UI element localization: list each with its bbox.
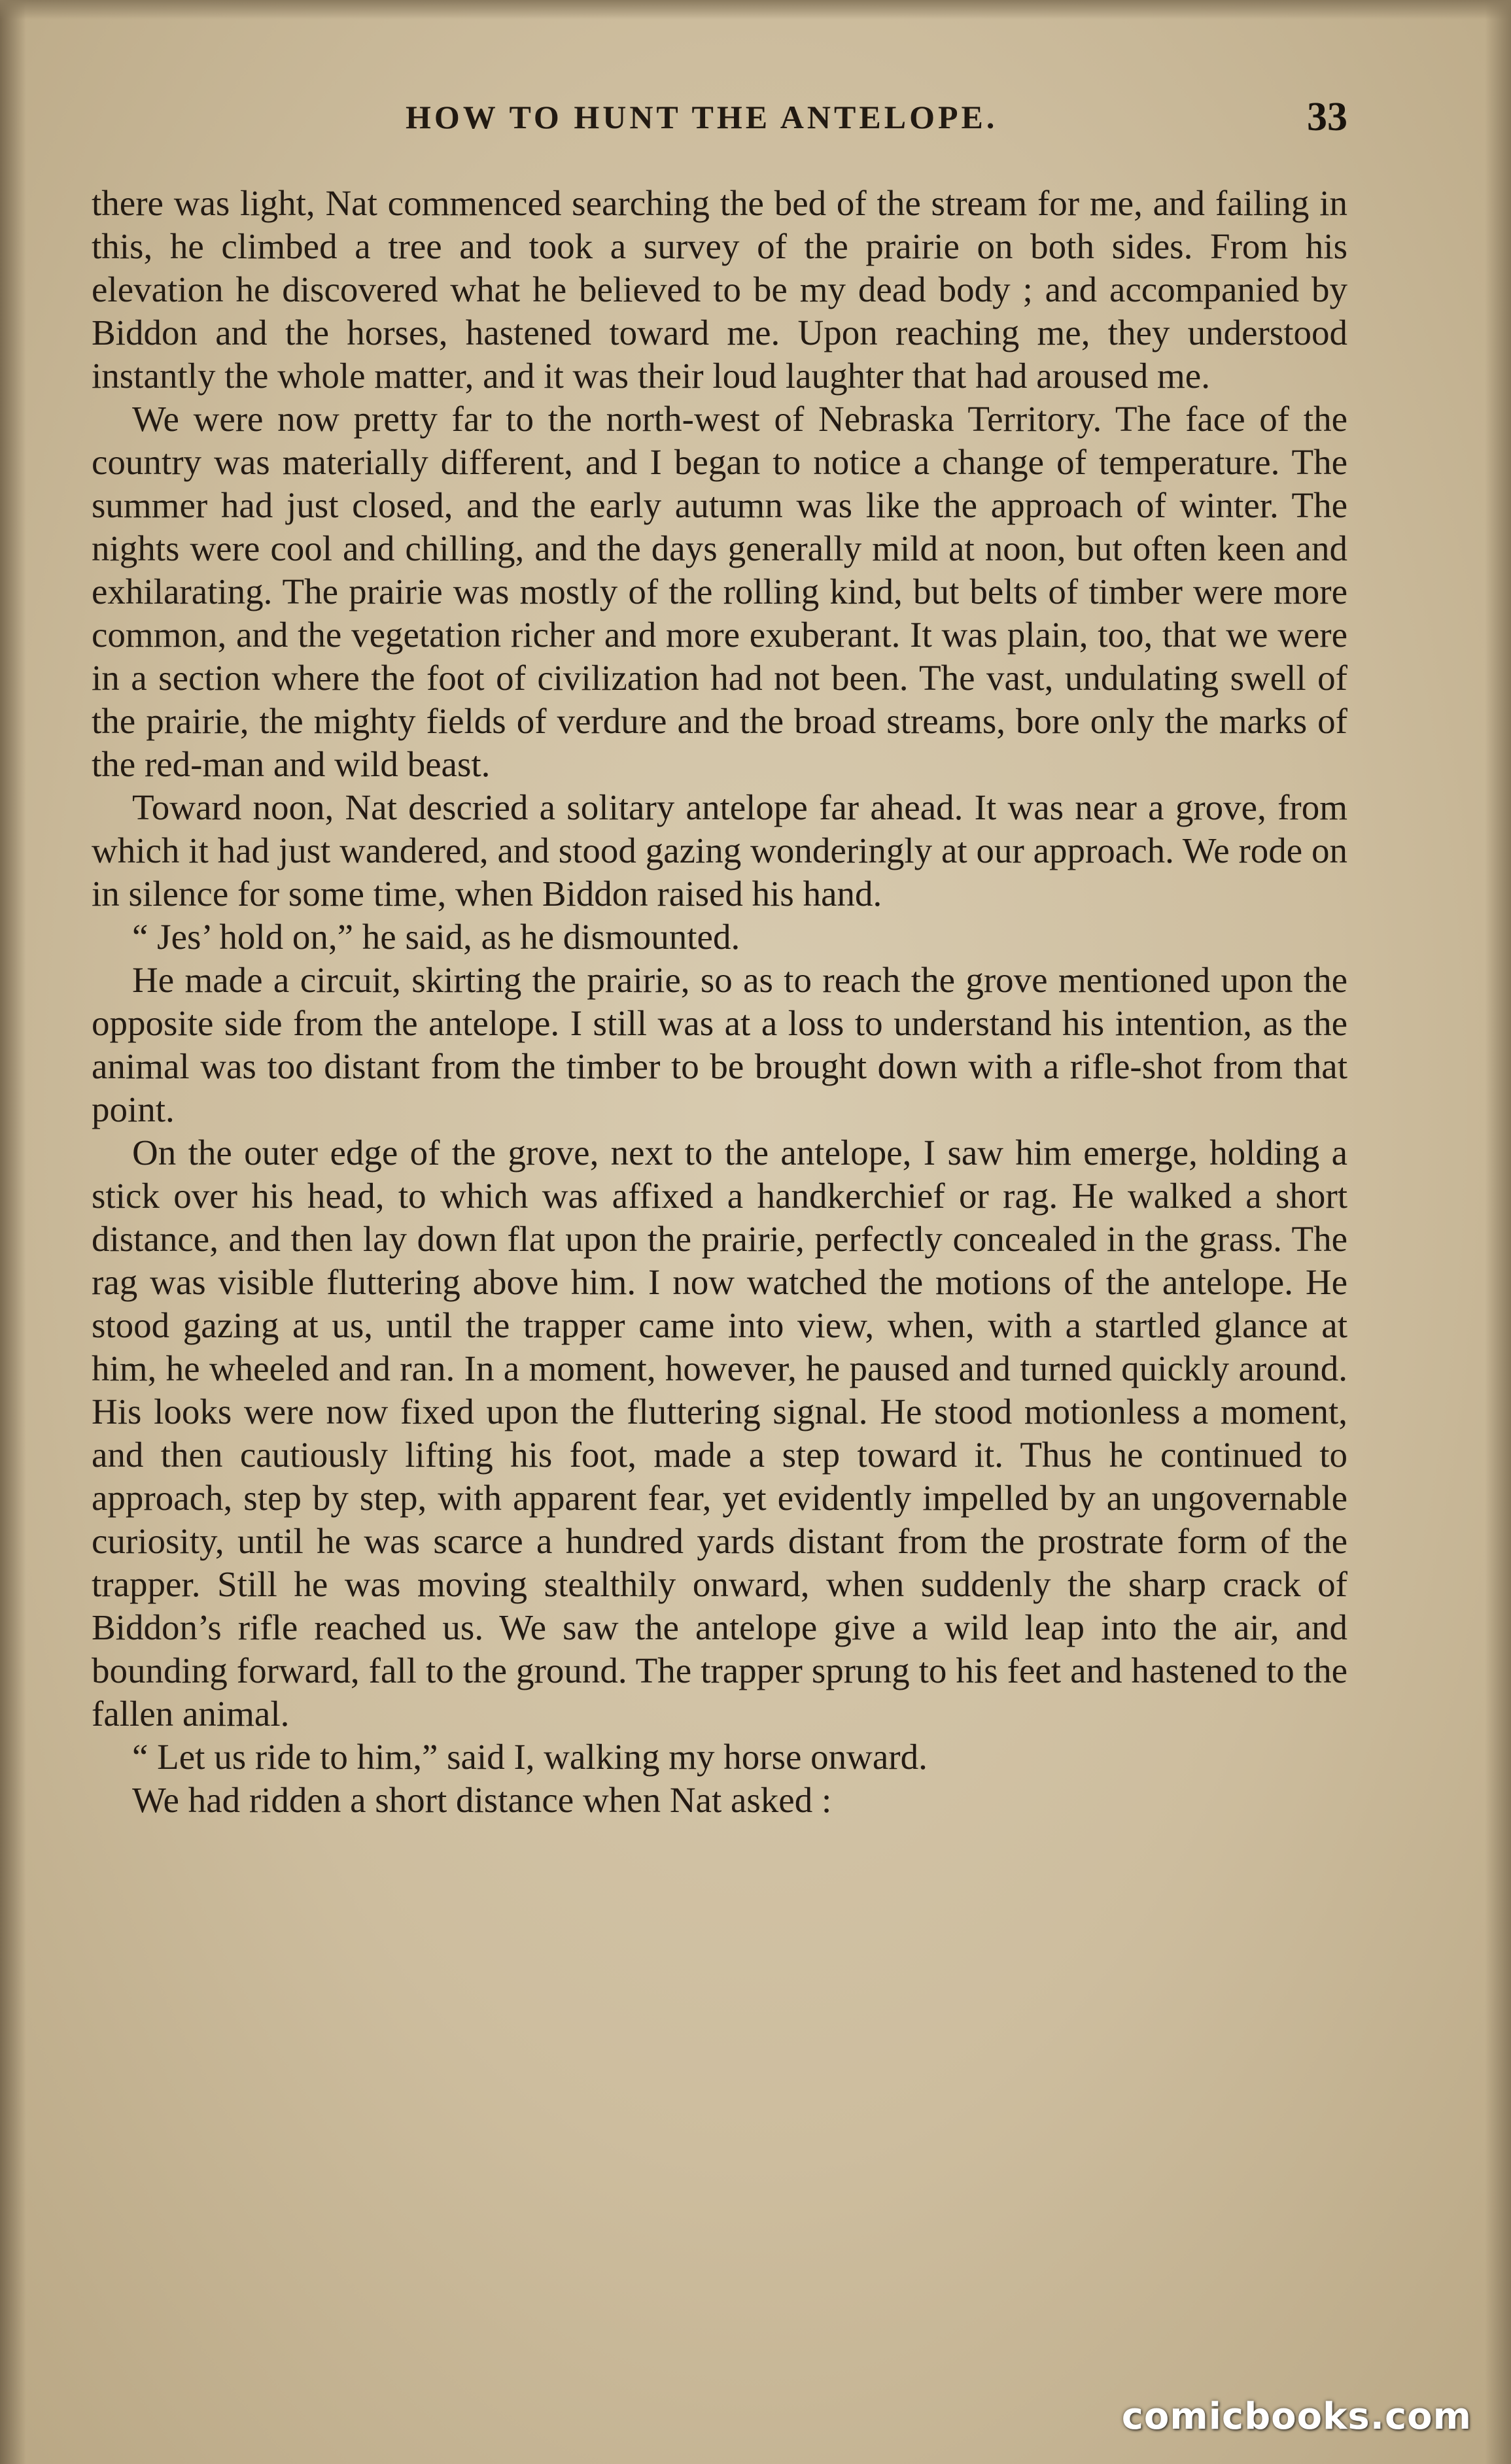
page-edge-shadow-top (0, 0, 1511, 20)
page-header (92, 95, 1347, 144)
paragraph-3: Toward noon, Nat descried a solitary antelope far ahead. It was near a grove, from which it had just wandered, and stood gazing wonderingly at our approach. We rode on in silence for some time, when Biddon raised his hand. (92, 787, 1347, 914)
paragraph-5: He made a circuit, skirting the prairie, so as to reach the grove mentioned upon the opposite side from the antelope. I still was at a loss to understand his intention, as the animal was too distant from the timber to be brought down with a rifle-shot from that point. (92, 960, 1347, 1129)
page-edge-shadow-left (0, 0, 26, 2464)
paragraph-8: We had ridden a short distance when Nat asked : (132, 1780, 832, 1820)
page-number: 33 (1307, 95, 1347, 139)
page-edge-shadow-right (1485, 0, 1511, 2464)
running-head: HOW TO HUNT THE ANTELOPE. (406, 99, 998, 135)
paragraph-4: “ Jes’ hold on,” he said, as he dismounted. (132, 917, 740, 957)
paragraph-1: there was light, Nat commenced searching the bed of the stream for me, and failing in this, he climbed a tree and took a survey of the prairie on both sides. From his elevation he discovered what he believed to be my dead body ; and accompanied by Biddon and the horses, hastened toward me. Upon reaching me, they understood instantly the whole matter, and it was their loud laughter that had aroused me. (92, 183, 1347, 396)
paragraph-7: “ Let us ride to him,” said I, walking my horse onward. (132, 1737, 928, 1777)
body-text (92, 182, 1347, 1822)
paragraph-2: We were now pretty far to the north-west of Nebraska Territory. The face of the country was materially different, and I began to notice a change of temperature. The summer had just closed, and the early autumn was like the approach of winter. The nights were cool and chilling, and the days generally mild at noon, but often keen and exhilarating. The prairie was mostly of the rolling kind, but belts of timber were more common, and the vegetation richer and more exuberant. It was plain, too, that we were in a section where the foot of civilization had not been. The vast, undulating swell of the prairie, the mighty fields of verdure and the broad streams, bore only the marks of the red-man and wild beast. (92, 399, 1347, 784)
site-watermark: comicbooks.com (1121, 2395, 1472, 2438)
paragraph-6: On the outer edge of the grove, next to the antelope, I saw him emerge, holding a stick over his head, to which was affixed a handkerchief or rag. He walked a short distance, and then lay down flat upon the prairie, perfectly concealed in the grass. The rag was visible fluttering above him. I now watched the motions of the antelope. He stood gazing at us, until the trapper came into view, when, with a startled glance at him, he wheeled and ran. In a moment, however, he paused and turned quickly around. His looks were now fixed upon the fluttering signal. He stood motionless a moment, and then cautiously lifting his foot, made a step toward it. Thus he continued to approach, step by step, with apparent fear, yet evidently impelled by an ungovernable curiosity, until he was scarce a hundred yards distant from the prostrate form of the trapper. Still he was moving stealthily onward, when suddenly the sharp crack of Biddon’s rifle reached us. We saw the antelope give a wild leap into the air, and bounding forward, fall to the ground. The trapper sprung to his feet and hastened to the fallen animal. (92, 1133, 1347, 1734)
